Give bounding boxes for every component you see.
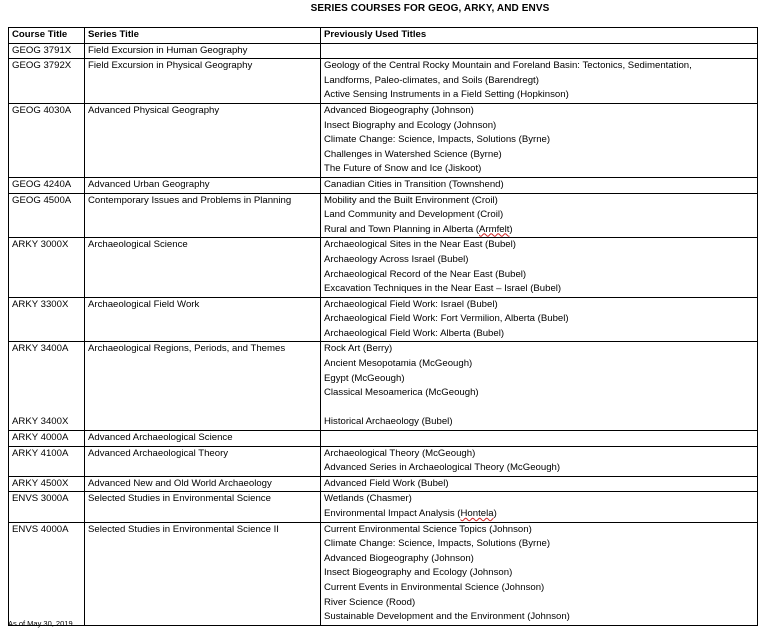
table-row (9, 476, 758, 492)
course-code-cell (9, 476, 85, 492)
previous-title: Climate Change: Science, Impacts, Solutions (Byrne) (324, 134, 551, 146)
table-row (9, 59, 758, 104)
series-title: Archaeological Field Work (88, 298, 200, 310)
page-title: SERIES COURSES FOR GEOG, ARKY, AND ENVS (310, 3, 550, 14)
series-title: Archaeological Regions, Periods, and Themes (88, 343, 286, 355)
previously-used-titles-cell (321, 431, 758, 447)
previous-title: Sustainable Development and the Environment (Johnson) (324, 611, 570, 623)
series-title: Advanced Urban Geography (88, 178, 210, 190)
series-title-cell (85, 476, 321, 492)
course-code-cell (9, 522, 85, 625)
empty-title (324, 44, 754, 59)
previous-title: Canadian Cities in Transition (Townshend) (324, 178, 504, 190)
course-code: GEOG 3792X (12, 60, 72, 72)
series-title: Field Excursion in Physical Geography (88, 60, 253, 72)
previous-title: Insect Biogeography and Ecology (Johnson) (324, 567, 513, 579)
previous-title: Egypt (McGeough) (324, 372, 405, 384)
previously-used-titles-cell (321, 193, 758, 238)
course-code-cell (9, 238, 85, 297)
series-title: Contemporary Issues and Problems in Planning (88, 194, 292, 206)
previous-title: Historical Archaeology (Bubel) (324, 416, 453, 428)
previous-title: Landforms, Paleo-climates, and Soils (Barendregt) (324, 74, 539, 86)
course-code (12, 386, 81, 401)
previous-title: Current Environmental Science Topics (Johnson) (324, 523, 532, 535)
previous-title: Advanced Field Work (Bubel) (324, 477, 449, 489)
header-course-title: Course Title (9, 28, 85, 44)
previous-title: Advanced Biogeography (Johnson) (324, 104, 474, 116)
previous-title: Archaeological Record of the Near East (Bubel) (324, 268, 527, 280)
course-code-cell (9, 59, 85, 104)
previous-title: Environmental Impact Analysis (Hontela) (324, 508, 497, 519)
previous-title: Advanced Series in Archaeological Theory (McGeough) (324, 462, 561, 474)
series-title: Selected Studies in Environmental Science (88, 493, 271, 505)
previous-title: Archaeological Sites in the Near East (Bubel) (324, 239, 516, 251)
footnote: As of May 30, 2019 (8, 619, 73, 628)
series-title-cell (85, 492, 321, 522)
course-code: ARKY 3400A (12, 343, 69, 355)
previously-used-titles-cell (321, 238, 758, 297)
course-code-cell (9, 431, 85, 447)
course-code: ARKY 4100A (12, 447, 69, 459)
course-code: ENVS 3000A (12, 493, 69, 505)
header-row (9, 28, 758, 44)
course-code-cell (9, 492, 85, 522)
series-title-cell (85, 446, 321, 476)
series-title: Advanced Physical Geography (88, 104, 220, 116)
previously-used-titles-cell (321, 492, 758, 522)
course-code: GEOG 4240A (12, 178, 72, 190)
series-title: Advanced Archaeological Theory (88, 447, 229, 459)
previous-title: Wetlands (Chasmer) (324, 493, 412, 505)
table-row (9, 193, 758, 238)
course-code: ARKY 4000A (12, 432, 69, 444)
course-code-cell (9, 43, 85, 59)
course-code (12, 357, 81, 372)
previous-title: River Science (Rood) (324, 596, 416, 608)
series-title: Field Excursion in Human Geography (88, 44, 248, 56)
series-title-cell (85, 177, 321, 193)
course-code: ARKY 3400X (12, 416, 69, 428)
previously-used-titles-cell (321, 43, 758, 59)
course-code: ARKY 4500X (12, 477, 69, 489)
table-row (9, 43, 758, 59)
table-header (9, 28, 758, 44)
course-code: GEOG 4500A (12, 194, 72, 206)
table-row (9, 446, 758, 476)
previous-title: The Future of Snow and Ice (Jiskoot) (324, 163, 482, 175)
series-title-cell (85, 522, 321, 625)
previous-title: Archaeological Theory (McGeough) (324, 447, 476, 459)
course-code: ARKY 3000X (12, 239, 69, 251)
series-title-cell (85, 238, 321, 297)
table-row (9, 297, 758, 342)
previous-title: Classical Mesoamerica (McGeough) (324, 387, 479, 399)
previous-title: Active Sensing Instruments in a Field Setting (Hopkinson) (324, 89, 569, 101)
series-title-cell (85, 59, 321, 104)
course-code (12, 372, 81, 387)
previously-used-titles-cell (321, 522, 758, 625)
previously-used-titles-cell (321, 177, 758, 193)
previous-title: Challenges in Watershed Science (Byrne) (324, 148, 502, 160)
table-row (9, 342, 758, 431)
previous-title (324, 401, 754, 416)
course-code-cell (9, 297, 85, 342)
series-title-cell (85, 193, 321, 238)
series-title: Archaeological Science (88, 239, 188, 251)
series-title-cell (85, 43, 321, 59)
previous-title: Ancient Mesopotamia (McGeough) (324, 358, 473, 370)
course-code-cell (9, 193, 85, 238)
previous-title: Archaeology Across Israel (Bubel) (324, 253, 469, 265)
course-code: GEOG 4030A (12, 104, 72, 116)
table-row (9, 103, 758, 177)
series-title-cell (85, 297, 321, 342)
table-row (9, 492, 758, 522)
series-title-cell (85, 103, 321, 177)
previous-title: Land Community and Development (Croil) (324, 209, 504, 221)
previous-title: Mobility and the Built Environment (Croil) (324, 194, 498, 206)
series-title: Advanced New and Old World Archaeology (88, 477, 272, 489)
previous-title: Geology of the Central Rocky Mountain and Foreland Basin: Tectonics, Sedimentation, (324, 60, 692, 72)
previous-title: Climate Change: Science, Impacts, Solutions (Byrne) (324, 538, 551, 550)
previously-used-titles-cell (321, 103, 758, 177)
previous-title: Archaeological Field Work: Fort Vermilion, Alberta (Bubel) (324, 313, 569, 325)
header-previously-used-titles: Previously Used Titles (321, 28, 758, 44)
table-row (9, 431, 758, 447)
series-title-cell (85, 431, 321, 447)
previous-title: Current Events in Environmental Science (Johnson) (324, 581, 545, 593)
previous-title: Excavation Techniques in the Near East – Israel (Bubel) (324, 283, 562, 295)
table-row (9, 522, 758, 625)
empty-title (324, 431, 754, 446)
series-title: Advanced Archaeological Science (88, 432, 233, 444)
table-row (9, 177, 758, 193)
series-courses-table (8, 27, 758, 626)
previously-used-titles-cell (321, 297, 758, 342)
previous-title: Rock Art (Berry) (324, 343, 393, 355)
previously-used-titles-cell (321, 342, 758, 431)
previous-title: Advanced Biogeography (Johnson) (324, 552, 474, 564)
previous-title: Archaeological Field Work: Alberta (Bubel) (324, 327, 505, 339)
previous-title: Rural and Town Planning in Alberta (Armfelt) (324, 223, 513, 235)
course-code: ENVS 4000A (12, 523, 69, 535)
previous-title: Insect Biography and Ecology (Johnson) (324, 119, 497, 131)
previously-used-titles-cell (321, 446, 758, 476)
series-title: Selected Studies in Environmental Science II (88, 523, 279, 535)
table-row (9, 238, 758, 297)
header-series-title: Series Title (85, 28, 321, 44)
previously-used-titles-cell (321, 476, 758, 492)
course-code: GEOG 3791X (12, 44, 72, 56)
course-code (12, 401, 81, 416)
series-title-cell (85, 342, 321, 431)
previous-title: Archaeological Field Work: Israel (Bubel) (324, 298, 498, 310)
course-code-cell (9, 103, 85, 177)
course-code-cell (9, 177, 85, 193)
course-code-cell (9, 342, 85, 431)
course-code: ARKY 3300X (12, 298, 69, 310)
table-body (9, 43, 758, 625)
previously-used-titles-cell (321, 59, 758, 104)
course-code-cell (9, 446, 85, 476)
